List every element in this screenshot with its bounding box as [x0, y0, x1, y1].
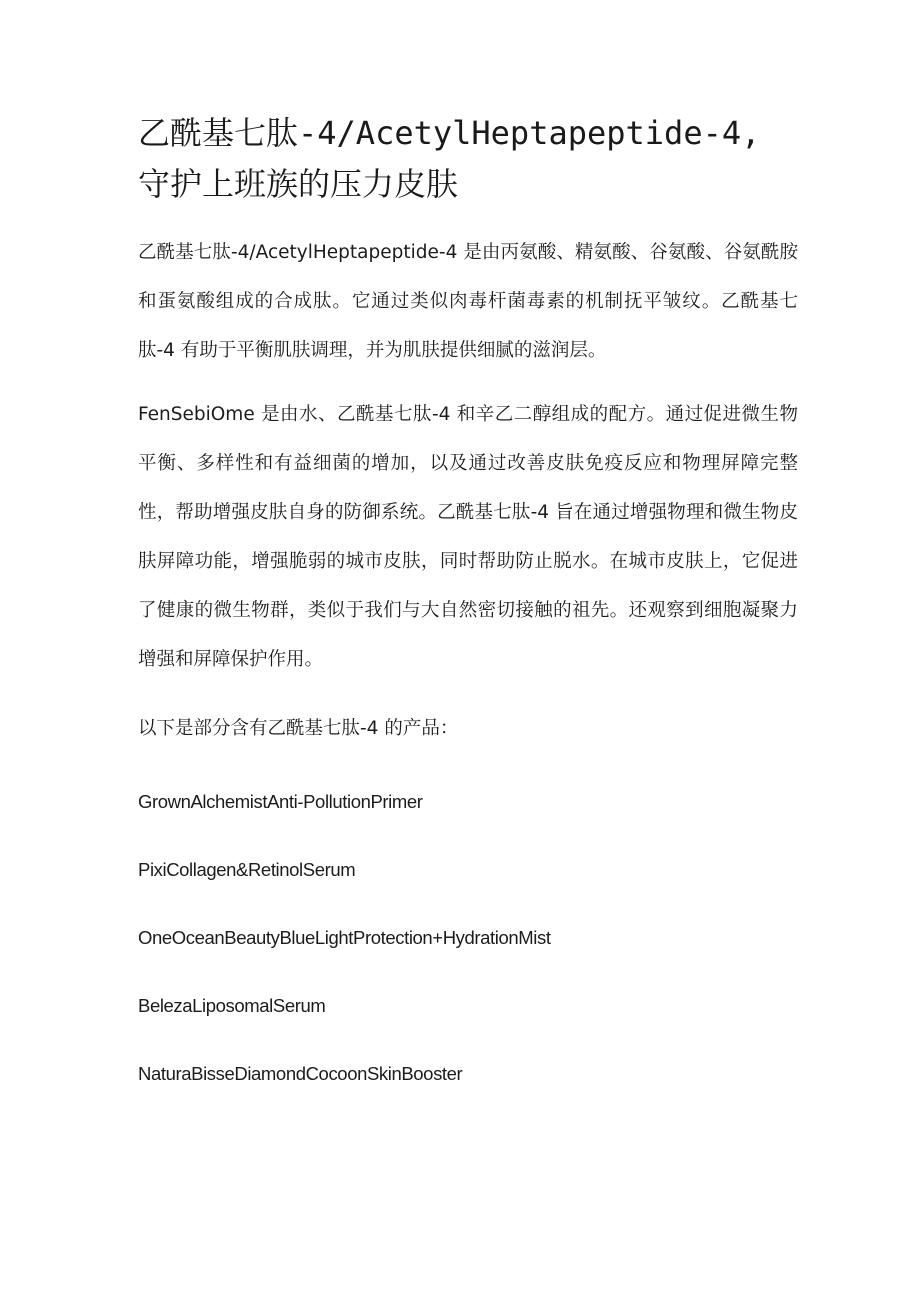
product-item: PixiCollagen&RetinolSerum [138, 859, 356, 880]
product-item: NaturaBisseDiamondCocoonSkinBooster [138, 1063, 463, 1084]
title-line-1: 乙酰基七肽-4/AcetylHeptapeptide-4, [138, 114, 761, 152]
document-title [138, 108, 838, 210]
paragraph-intro: 乙酰基七肽-4/AcetylHeptapeptide-4 是由丙氨酸、精氨酸、谷氨酸、谷氨酰胺和蛋氨酸组成的合成肽。它通过类似肉毒杆菌毒素的机制抚平皱纹。乙酰基七肽-4 有助于平衡肌肤调理，并为肌肤提供细腻的滋润层。 [138, 242, 798, 361]
title-line-2: 守护上班族的压力皮肤 [138, 165, 459, 203]
products-intro: 以下是部分含有乙酰基七肽-4 的产品： [138, 718, 459, 739]
paragraph-fensebiome: FenSebiOme 是由水、乙酰基七肽-4 和辛乙二醇组成的配方。通过促进微生物平衡、多样性和有益细菌的增加，以及通过改善皮肤免疫反应和物理屏障完整性，帮助增强皮肤自身的防御系统。乙酰基七肽-4 旨在通过增强物理和微生物皮肤屏障功能，增强脆弱的城市皮肤，同时帮助防止脱水。在城市皮肤上，它促进了健康的微生物群，类似于我们与大自然密切接触的祖先。还观察到细胞凝聚力增强和屏障保护作用。 [138, 404, 798, 670]
product-item: BelezaLiposomalSerum [138, 995, 326, 1016]
product-item: GrownAlchemistAnti-PollutionPrimer [138, 791, 423, 812]
product-item: OneOceanBeautyBlueLightProtection+HydrationMist [138, 927, 551, 948]
product-list [138, 780, 551, 1120]
